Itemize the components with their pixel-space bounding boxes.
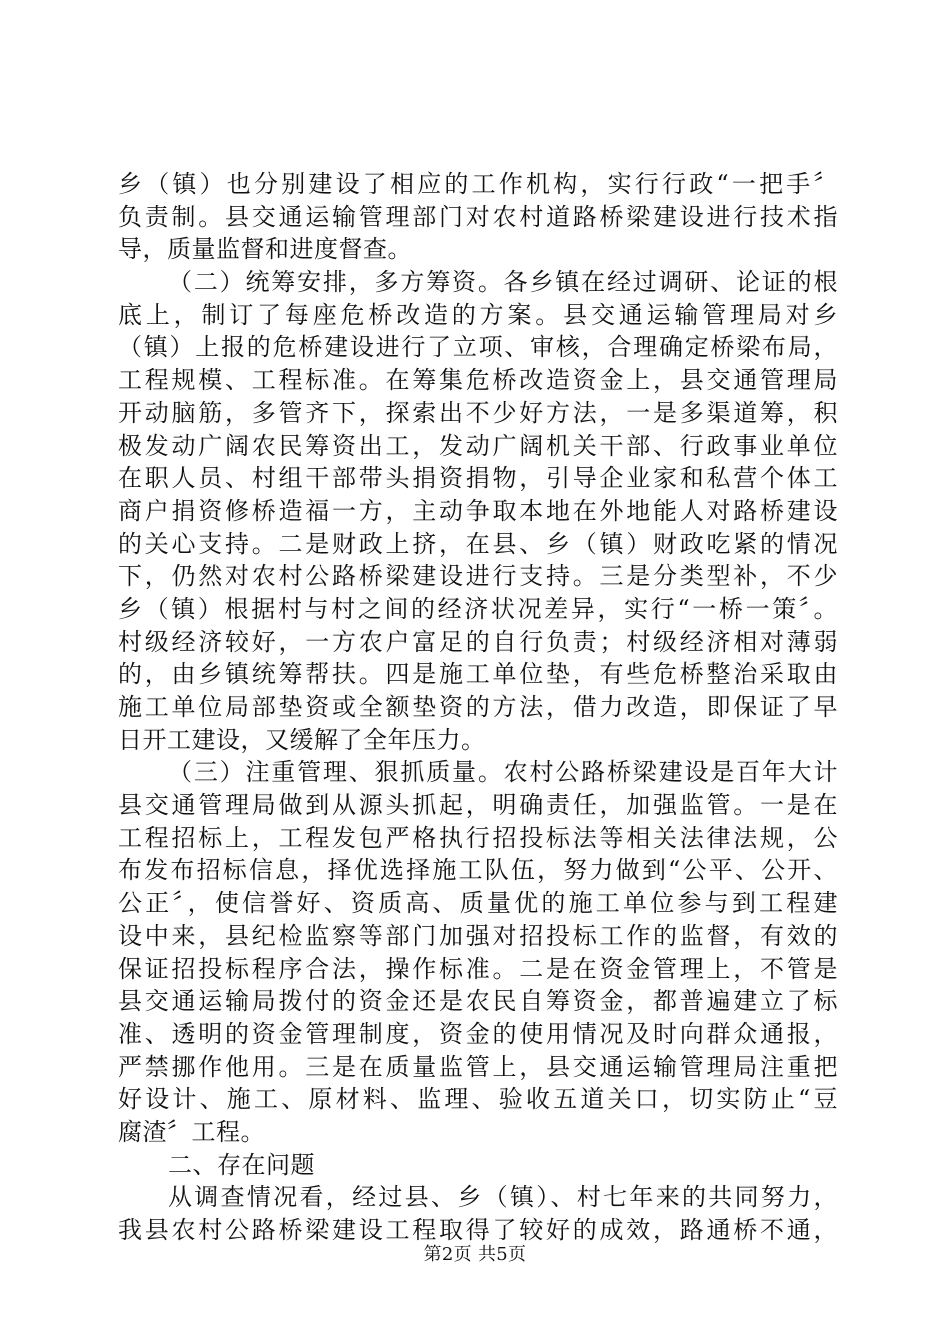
text-line: 施工单位局部垫资或全额垫资的方法，借力改造，即保证了早 bbox=[118, 693, 838, 721]
text-line: 严禁挪作他用。三是在质量监管上，县交通运输管理局注重把 bbox=[118, 1052, 838, 1081]
text-line: 设中来，县纪检监察等部门加强对招投标工作的监督，有效的 bbox=[118, 921, 838, 950]
text-line: 乡（镇）也分别建设了相应的工作机构，实行行政“一把手〞 bbox=[118, 170, 838, 198]
text-line: 布发布招标信息，择优选择施工队伍，努力做到“公平、公开、 bbox=[118, 856, 838, 885]
text-line: 工程规模、工程标准。在筹集危桥改造资金上，县交通管理局 bbox=[118, 366, 838, 395]
text-line: 保证招投标程序合法，操作标准。二是在资金管理上，不管是 bbox=[118, 954, 838, 983]
text-line: 底上，制订了每座危桥改造的方案。县交通运输管理局对乡 bbox=[118, 300, 838, 329]
text-line: 从调查情况看，经过县、乡（镇）、村七年来的共同努力， bbox=[168, 1183, 838, 1212]
text-line: 乡（镇）根据村与村之间的经济状况差异，实行“一桥一策〞。 bbox=[118, 594, 838, 623]
text-line: 的关心支持。二是财政上挤，在县、乡（镇）财政吃紧的情况 bbox=[118, 529, 838, 558]
text-line: 准、透明的资金管理制度，资金的使用情况及时向群众通报， bbox=[118, 1019, 838, 1048]
text-line: 在职人员、村组干部带头捐资捐物，引导企业家和私营个体工 bbox=[118, 464, 838, 493]
text-line: 腐渣〞工程。 bbox=[118, 1117, 265, 1146]
document-body bbox=[118, 168, 838, 1247]
text-line: 极发动广阔农民筹资出工，发动广阔机关干部、行政事业单位 bbox=[118, 431, 838, 460]
text-line: 负责制。县交通运输管理部门对农村道路桥梁建设进行技术指 bbox=[118, 202, 838, 231]
text-line: 我县农村公路桥梁建设工程取得了较好的成效，路通桥不通， bbox=[118, 1216, 838, 1244]
text-line: 公正〞，使信誉好、资质高、质量优的施工单位参与到工程建 bbox=[118, 889, 838, 918]
text-line: （镇）上报的危桥建设进行了立项、审核，合理确定桥梁布局， bbox=[118, 333, 838, 362]
text-line: 二、存在问题 bbox=[168, 1150, 315, 1179]
text-line: 村级经济较好，一方农户富足的自行负责；村级经济相对薄弱 bbox=[118, 627, 838, 656]
text-line: 日开工建设，又缓解了全年压力。 bbox=[118, 725, 486, 754]
text-line: 导，质量监督和进度督查。 bbox=[118, 235, 412, 264]
text-line: 县交通运输局拨付的资金还是农民自筹资金，都普遍建立了标 bbox=[118, 987, 838, 1016]
text-line: 下，仍然对农村公路桥梁建设进行支持。三是分类型补，不少 bbox=[118, 562, 838, 591]
text-line: 县交通管理局做到从源头抓起，明确责任，加强监管。一是在 bbox=[118, 791, 838, 820]
text-line: 的，由乡镇统筹帮扶。四是施工单位垫，有些危桥整治采取由 bbox=[118, 660, 838, 689]
text-line: 工程招标上，工程发包严格执行招投标法等相关法律法规，公 bbox=[118, 823, 838, 852]
page-footer: 第2页 共5页 bbox=[423, 1244, 527, 1265]
text-line: 商户捐资修桥造福一方，主动争取本地在外地能人对路桥建设 bbox=[118, 496, 838, 525]
text-line: 开动脑筋，多管齐下，探索出不少好方法，一是多渠道筹，积 bbox=[118, 398, 838, 427]
text-line: （三）注重管理、狠抓质量。农村公路桥梁建设是百年大计 bbox=[168, 758, 838, 787]
text-line: （二）统筹安排，多方筹资。各乡镇在经过调研、论证的根 bbox=[168, 268, 838, 297]
text-line: 好设计、施工、原材料、监理、验收五道关口，切实防止“豆 bbox=[118, 1085, 838, 1114]
